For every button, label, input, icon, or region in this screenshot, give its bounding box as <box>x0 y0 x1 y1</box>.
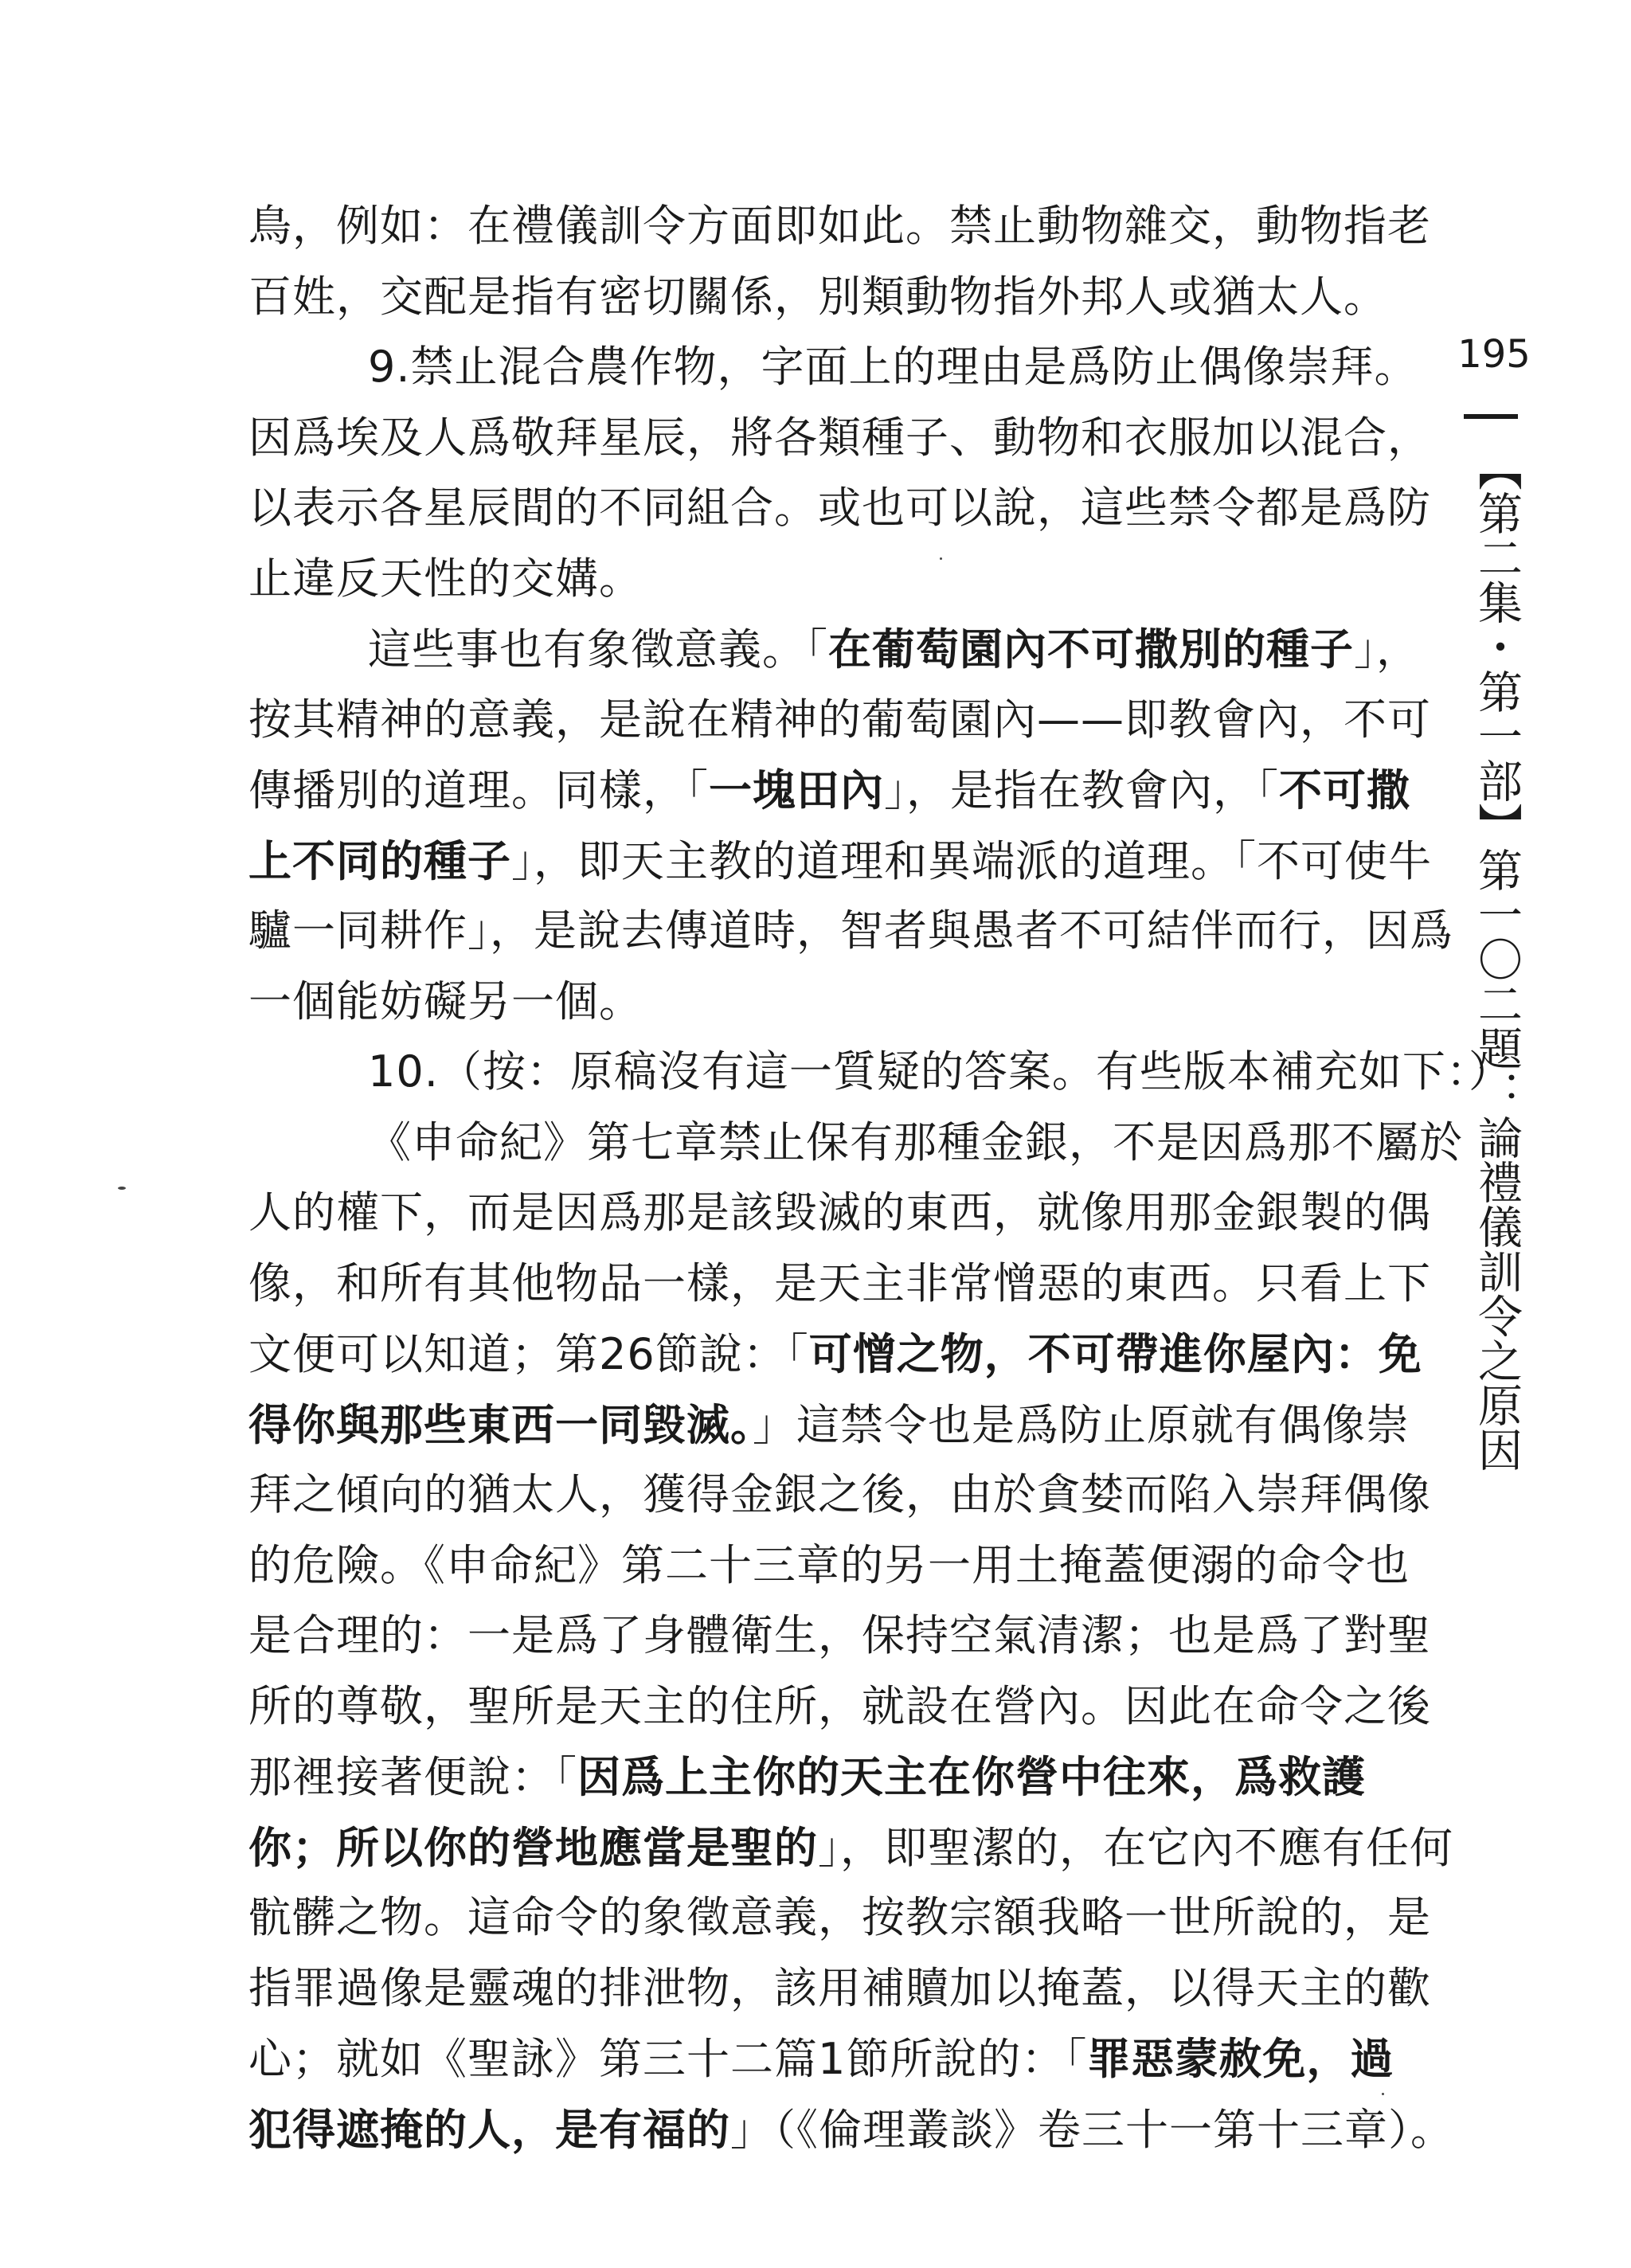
text-line <box>248 1742 1419 1812</box>
text-segment: 是合理的：一是爲了身體衛生，保持空氣清潔；也是爲了對聖 <box>248 1610 1431 1660</box>
scan-speck <box>1382 2093 1384 2095</box>
text-line <box>248 403 1431 474</box>
text-line <box>248 1601 1431 1672</box>
quoted-scripture: 一塊田內 <box>709 764 884 815</box>
text-line <box>248 191 1431 262</box>
header-rule <box>1464 414 1518 419</box>
text-line <box>248 1672 1431 1742</box>
text-line <box>248 1883 1431 1953</box>
text-segment: 因爲埃及人爲敬拜星辰，將各類種子、動物和衣服加以混合， <box>248 412 1431 463</box>
text-line <box>248 614 1419 685</box>
text-segment: 」（《倫理叢談》卷三十一第十三章）。 <box>730 2104 1454 2155</box>
quoted-scripture: 犯得遮掩的人，是有福的 <box>248 2103 730 2155</box>
quoted-scripture: 你；所以你的營地應當是聖的 <box>248 1821 818 1873</box>
text-segment: 止違反天性的交媾。 <box>248 553 643 604</box>
text-line <box>248 685 1431 756</box>
text-segment: 心；就如《聖詠》第三十二篇1節所說的：「 <box>248 2034 1088 2084</box>
text-segment: 一個能妨礙另一個。 <box>248 976 643 1026</box>
text-segment: 」這禁令也是爲防止原就有偶像崇 <box>753 1399 1410 1450</box>
text-segment: 9.禁止混合農作物，字面上的理由是爲防止偶像崇拜。 <box>368 342 1418 392</box>
scan-speck <box>940 557 942 560</box>
text-line <box>248 1953 1431 2024</box>
text-segment: 」， <box>1354 624 1420 675</box>
text-segment: 指罪過像是靈魂的排泄物，該用補贖加以掩蓋，以得天主的歡 <box>248 1962 1431 2013</box>
text-segment: 」，即天主教的道理和異端派的道理。「不可使牛 <box>511 835 1432 886</box>
text-segment: 百姓，交配是指有密切關係，別類動物指外邦人或猶太人。 <box>248 271 1387 322</box>
text-line <box>248 967 1419 1038</box>
text-line <box>248 1249 1431 1320</box>
page-number: 195 <box>1457 332 1531 377</box>
running-title: 【第二集・第一部】第一〇二題：論禮儀訓令之原因 <box>1471 446 1523 1472</box>
quoted-scripture: 在葡萄園內不可撒別的種子 <box>828 624 1354 675</box>
text-line <box>248 2024 1419 2094</box>
quoted-scripture: 不可撒 <box>1279 764 1410 815</box>
text-line <box>248 1460 1431 1531</box>
text-segment: 人的權下，而是因爲那是該毀滅的東西，就像用那金銀製的偶 <box>248 1187 1431 1238</box>
text-segment: 10.（按：原稿沒有這一質疑的答案。有些版本補充如下：） <box>368 1046 1512 1097</box>
quoted-scripture: 得你與那些東西一同毀滅。 <box>248 1398 753 1450</box>
text-line <box>248 1319 1422 1390</box>
text-segment: 那裡接著便說：「 <box>248 1752 577 1802</box>
text-segment: 以表示各星辰間的不同組合。或也可以說，這些禁令都是爲防 <box>248 483 1431 533</box>
text-line <box>248 2094 1454 2165</box>
text-line <box>248 896 1453 967</box>
text-segment: 的危險。《申命紀》第二十三章的另一用土掩蓋便溺的命令也 <box>248 1539 1410 1590</box>
text-line <box>248 544 1419 615</box>
text-segment: 拜之傾向的猶太人，獲得金銀之後，由於貪婪而陷入崇拜偶像 <box>248 1469 1431 1519</box>
text-segment: 所的尊敬，聖所是天主的住所，就設在營內。因此在命令之後 <box>248 1680 1431 1731</box>
text-line <box>248 1390 1419 1461</box>
text-line <box>248 1812 1453 1883</box>
text-segment: 《申命紀》第七章禁止保有那種金銀，不是因爲那不屬於 <box>368 1116 1463 1167</box>
quoted-scripture: 可憎之物，不可帶進你屋內：免 <box>808 1328 1422 1379</box>
scan-speck <box>118 1187 126 1190</box>
quoted-scripture: 罪惡蒙赦免，過 <box>1087 2033 1394 2084</box>
text-segment: 鳥，例如：在禮儀訓令方面即如此。禁止動物雜交，動物指老 <box>248 201 1431 251</box>
text-segment: 文便可以知道；第26節說：「 <box>248 1329 809 1379</box>
text-segment: 這些事也有象徵意義。「 <box>368 624 828 675</box>
text-line <box>248 826 1432 897</box>
text-line <box>248 755 1419 826</box>
text-line <box>248 473 1431 544</box>
text-line <box>248 262 1419 333</box>
text-line <box>248 332 1419 403</box>
text-segment: 」，即聖潔的，在它內不應有任何 <box>818 1822 1453 1873</box>
quoted-scripture: 上不同的種子 <box>248 835 511 886</box>
text-line <box>248 1108 1463 1179</box>
quoted-scripture: 因爲上主你的天主在你營中往來，爲救護 <box>577 1751 1366 1802</box>
text-segment: 骯髒之物。這命令的象徵意義，按教宗額我略一世所說的，是 <box>248 1892 1431 1942</box>
text-line <box>248 1178 1431 1249</box>
text-segment: 按其精神的意義，是說在精神的葡萄園內——即教會內，不可 <box>248 694 1431 745</box>
text-segment: 」，是指在教會內，「 <box>884 765 1279 815</box>
text-line <box>248 1531 1419 1601</box>
text-segment: 像，和所有其他物品一樣，是天主非常憎惡的東西。只看上下 <box>248 1257 1431 1308</box>
text-line <box>248 1037 1512 1108</box>
text-segment: 驢一同耕作」，是說去傳道時，智者與愚者不可結伴而行，因爲 <box>248 905 1453 956</box>
text-segment: 傳播別的道理。同樣，「 <box>248 765 709 815</box>
